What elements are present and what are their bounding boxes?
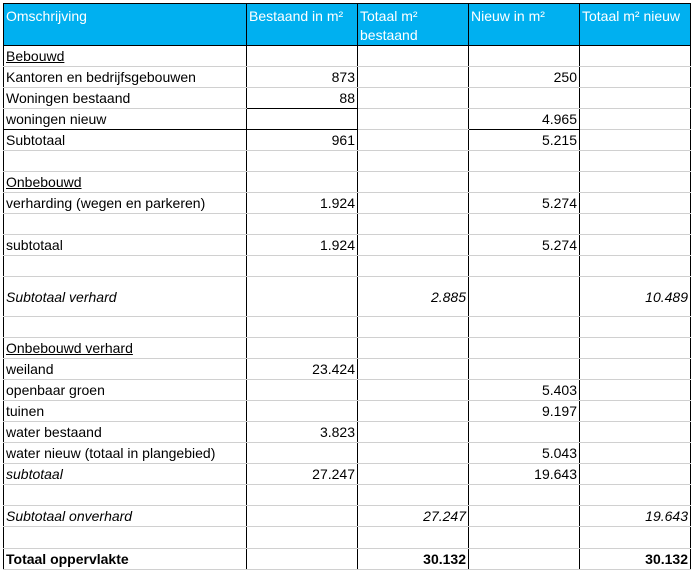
cell-totaal-bestaand: 27.247 <box>358 506 469 527</box>
subtotal-verhard-row <box>4 277 691 317</box>
subtotal-row <box>4 235 691 256</box>
row-label: water bestaand <box>4 422 247 443</box>
row-label: Subtotaal verhard <box>4 277 247 317</box>
spacer-row <box>4 256 691 277</box>
col-header-omschrijving: Omschrijving <box>4 4 247 46</box>
cell-bestaand: 88 <box>247 88 358 109</box>
cell-nieuw: 5.274 <box>469 193 580 214</box>
cell-nieuw: 250 <box>469 67 580 88</box>
table-row <box>4 109 691 130</box>
col-header-totaal-bestaand: Totaal m² bestaand <box>358 4 469 46</box>
table-row <box>4 67 691 88</box>
cell-bestaand: 1.924 <box>247 235 358 256</box>
row-label: woningen nieuw <box>4 109 247 130</box>
table-row <box>4 380 691 401</box>
cell-bestaand <box>247 401 358 422</box>
cell-bestaand: 873 <box>247 67 358 88</box>
area-table <box>3 3 691 570</box>
row-label: Kantoren en bedrijfsgebouwen <box>4 67 247 88</box>
subtotal-row <box>4 464 691 485</box>
section-heading-bebouwd: Bebouwd <box>6 48 65 64</box>
table-row <box>4 88 691 109</box>
cell-bestaand: 961 <box>247 130 358 151</box>
cell-totaal-nieuw: 10.489 <box>580 277 691 317</box>
table-row <box>4 443 691 464</box>
spacer-row <box>4 317 691 338</box>
spacer-row <box>4 527 691 549</box>
row-label: Woningen bestaand <box>4 88 247 109</box>
cell-nieuw: 5.215 <box>469 130 580 151</box>
cell-nieuw: 5.403 <box>469 380 580 401</box>
subtotal-row <box>4 130 691 151</box>
cell-nieuw <box>469 88 580 109</box>
row-label: water nieuw (totaal in plangebied) <box>4 443 247 464</box>
section-heading-row <box>4 46 691 67</box>
cell-totaal-bestaand: 2.885 <box>358 277 469 317</box>
section-heading-onbebouwd: Onbebouwd <box>6 174 82 190</box>
cell-bestaand: 23.424 <box>247 359 358 380</box>
cell-totaal-nieuw: 19.643 <box>580 506 691 527</box>
row-label: weiland <box>4 359 247 380</box>
cell-nieuw: 5.274 <box>469 235 580 256</box>
cell-bestaand <box>247 109 358 130</box>
table-row <box>4 401 691 422</box>
spacer-row <box>4 214 691 235</box>
cell-nieuw: 9.197 <box>469 401 580 422</box>
cell-nieuw: 5.043 <box>469 443 580 464</box>
cell-totaal-nieuw: 30.132 <box>580 549 691 570</box>
row-label: openbaar groen <box>4 380 247 401</box>
cell-bestaand <box>247 380 358 401</box>
row-label: subtotaal <box>4 235 247 256</box>
table-row <box>4 359 691 380</box>
table-row <box>4 422 691 443</box>
cell-bestaand <box>247 443 358 464</box>
row-label: Subtotaal <box>4 130 247 151</box>
cell-bestaand: 27.247 <box>247 464 358 485</box>
row-label: subtotaal <box>4 464 247 485</box>
row-label: verharding (wegen en parkeren) <box>4 193 247 214</box>
row-label: Subtotaal onverhard <box>4 506 247 527</box>
row-label: tuinen <box>4 401 247 422</box>
col-header-nieuw: Nieuw in m² <box>469 4 580 46</box>
spacer-row <box>4 151 691 172</box>
subtotal-onverhard-row <box>4 506 691 527</box>
cell-bestaand: 1.924 <box>247 193 358 214</box>
cell-totaal-bestaand: 30.132 <box>358 549 469 570</box>
cell-nieuw <box>469 422 580 443</box>
cell-nieuw: 19.643 <box>469 464 580 485</box>
row-label: Totaal oppervlakte <box>4 549 247 570</box>
total-row <box>4 549 691 570</box>
section-heading-row <box>4 338 691 359</box>
col-header-totaal-nieuw: Totaal m² nieuw <box>580 4 691 46</box>
col-header-bestaand: Bestaand in m² <box>247 4 358 46</box>
cell-nieuw <box>469 359 580 380</box>
cell-nieuw: 4.965 <box>469 109 580 130</box>
section-heading-onbebouwd-verhard: Onbebouwd verhard <box>6 340 133 356</box>
header-row <box>4 4 691 46</box>
spacer-row <box>4 485 691 506</box>
table-row <box>4 193 691 214</box>
section-heading-row <box>4 172 691 193</box>
cell-bestaand: 3.823 <box>247 422 358 443</box>
